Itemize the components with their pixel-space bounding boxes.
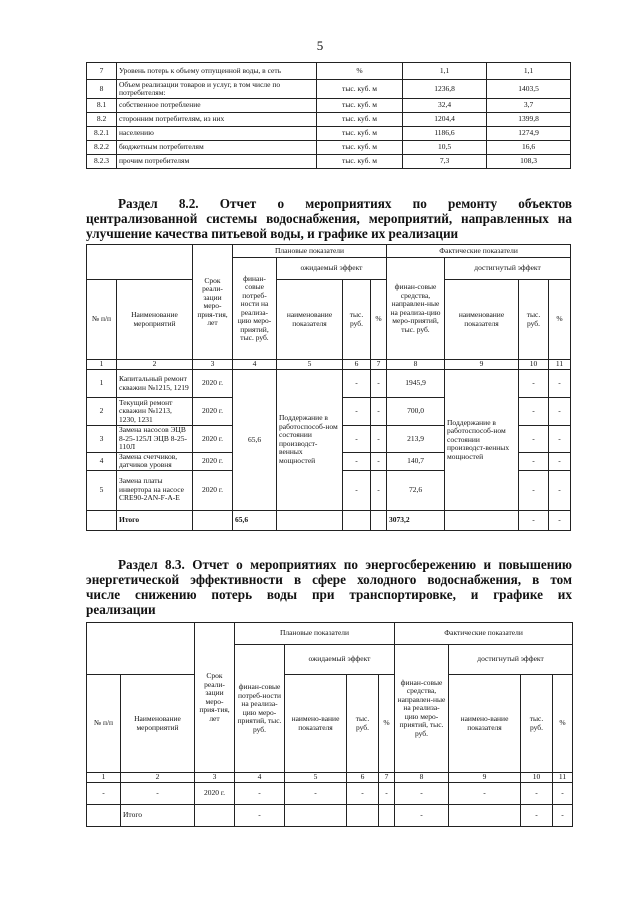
hdr3-pct-fact: % bbox=[553, 675, 573, 773]
row-fact-fin: 140,7 bbox=[387, 452, 445, 470]
row-value-2: 3,7 bbox=[487, 99, 571, 113]
row-value-1: 1236,8 bbox=[403, 80, 487, 99]
table-row: 5 Замена платы инвертора на насосе CRE90-2AN-F-A-E 2020 г. - - 72,6 - - bbox=[87, 470, 571, 510]
row-unit: тыс. куб. м bbox=[317, 127, 403, 141]
hdr-num: № п/п bbox=[87, 280, 117, 360]
column-number: 9 bbox=[445, 360, 519, 370]
hdr3-achieved: достигнутый эффект bbox=[449, 645, 573, 675]
column-number: 8 bbox=[387, 360, 445, 370]
hdr-name: Наименование мероприятий bbox=[117, 280, 193, 360]
column-number: 1 bbox=[87, 360, 117, 370]
row-number: 8 bbox=[87, 80, 117, 99]
column-number: 5 bbox=[277, 360, 343, 370]
row-number: 8.2.3 bbox=[87, 155, 117, 169]
hdr-pct-fact: % bbox=[549, 280, 571, 360]
row-name: Замена счетчиков, датчиков уровня bbox=[117, 452, 193, 470]
row-name: Замена платы инвертора на насосе CRE90-2AN-F-A-E bbox=[117, 470, 193, 510]
row-number: 8.2 bbox=[87, 113, 117, 127]
row-value-1: 10,5 bbox=[403, 141, 487, 155]
plan-effect: Поддержание в работоспособ-ном состоянии производст-венных мощностей bbox=[277, 370, 343, 511]
table-row bbox=[87, 99, 571, 113]
column-number: 4 bbox=[233, 360, 277, 370]
repair-measures-table: Срок реали-зации меро-прия-тия, лет Плановые показатели Фактические показатели финан-совые потреб-ности на реализа-цию меро-приятий, тыс. руб. ожидаемый эффект финан-совые средства, направлен-ные на реализа-цию меро-приятий, тыс. руб. достигнутый эффект № п/п Наименование мероприятий наименование показателя тыс. руб. % наименование показателя тыс. руб. % 1 2 3 4 5 6 7 8 9 10 11 1 Капитальный ремонт скважин №1215, 1219 2020 г. 65,6 Поддержание в работоспособ-ном состоянии производст-венных мощностей - - 1945,9 Поддержание в работоспособ-ном состоянии производст-венных мощностей - - 2 Текущий ремонт скважин №1213, 1230, 1231 2020 г. - - 700,0 - - 3 Замена насосов ЭЦВ 8-25-125Л ЭЦВ 8-25-110Л 2020 г. - - 213,9 - - 4 Замена счетчиков, датчиков уровня 2020 г. - - 140,7 - - 5 Замена платы инвертора на насосе CRE90-2AN-F-A-E 2020 г. - - 72,6 - - Итого 65,6 3073,2 - - bbox=[86, 244, 571, 531]
hdr-pct: % bbox=[371, 280, 387, 360]
row-fact-fin: 1945,9 bbox=[387, 370, 445, 398]
column-number: 2 bbox=[117, 360, 193, 370]
hdr-ind-name-fact: наименование показателя bbox=[445, 280, 519, 360]
hdr3-plan: Плановые показатели bbox=[235, 623, 395, 645]
row-number: 8.1 bbox=[87, 99, 117, 113]
plan-fin: 65,6 bbox=[233, 370, 277, 511]
row-unit: тыс. куб. м bbox=[317, 155, 403, 169]
column-numbers-row-3 bbox=[87, 773, 573, 783]
row-number: 2 bbox=[87, 398, 117, 426]
column-number: 5 bbox=[285, 773, 347, 783]
hdr3-rub: тыс. руб. bbox=[347, 675, 379, 773]
row-name: собственное потребление bbox=[117, 99, 317, 113]
losses-table bbox=[86, 62, 571, 169]
row-value-1: 32,4 bbox=[403, 99, 487, 113]
hdr-achieved: достигнутый эффект bbox=[445, 258, 571, 280]
row-name: Объем реализации товаров и услуг, в том числе по потребителям: bbox=[117, 80, 317, 99]
row-name: Текущий ремонт скважин №1213, 1230, 1231 bbox=[117, 398, 193, 426]
hdr-plan: Плановые показатели bbox=[233, 245, 387, 258]
column-number: 9 bbox=[449, 773, 521, 783]
column-number: 3 bbox=[193, 360, 233, 370]
hdr-fact: Фактические показатели bbox=[387, 245, 571, 258]
row-value-2: 108,3 bbox=[487, 155, 571, 169]
row-value-2: 1403,5 bbox=[487, 80, 571, 99]
hdr3-fact: Фактические показатели bbox=[395, 623, 573, 645]
row-term: 2020 г. bbox=[193, 426, 233, 453]
total-blank bbox=[87, 510, 117, 530]
row-term: 2020 г. bbox=[193, 370, 233, 398]
row-name: Уровень потерь к объему отпущенной воды, в сеть bbox=[117, 63, 317, 80]
fact-effect: Поддержание в работоспособ-ном состоянии производст-венных мощностей bbox=[445, 370, 519, 511]
row-unit: тыс. куб. м bbox=[317, 141, 403, 155]
column-number: 4 bbox=[235, 773, 285, 783]
row-unit: % bbox=[317, 63, 403, 80]
t3-total-label: Итого bbox=[121, 805, 195, 827]
row-value-2: 1,1 bbox=[487, 63, 571, 80]
total-label: Итого bbox=[117, 510, 193, 530]
table-row bbox=[87, 80, 571, 99]
row-unit: тыс. куб. м bbox=[317, 99, 403, 113]
column-number: 3 bbox=[195, 773, 235, 783]
row-value-2: 1274,9 bbox=[487, 127, 571, 141]
section-8-2-heading: Раздел 8.2. Отчет о мероприятиях по ремонту объектов централизованной системы водоснабжения, мероприятий, направленных на улучшение качества питьевой воды, и графике их реализации bbox=[86, 196, 572, 241]
row-name: сторонним потребителям, из них bbox=[117, 113, 317, 127]
column-number: 10 bbox=[519, 360, 549, 370]
row-fact-fin: 213,9 bbox=[387, 426, 445, 453]
hdr-ind-name: наименование показателя bbox=[277, 280, 343, 360]
row-unit: тыс. куб. м bbox=[317, 113, 403, 127]
row-value-1: 1,1 bbox=[403, 63, 487, 80]
hdr-fin-plan: финан-совые потреб-ности на реализа-цию меро-приятий, тыс. руб. bbox=[233, 258, 277, 360]
hdr-rub-fact: тыс. руб. bbox=[519, 280, 549, 360]
hdr3-ind-name-fact: наимено-вание показателя bbox=[449, 675, 521, 773]
row-value-1: 1204,4 bbox=[403, 113, 487, 127]
hdr3-pct: % bbox=[379, 675, 395, 773]
total-row: Итого - - - - bbox=[87, 805, 573, 827]
hdr-num-name bbox=[87, 245, 193, 280]
table-row bbox=[87, 127, 571, 141]
row-number: 1 bbox=[87, 370, 117, 398]
row-fact-fin: 700,0 bbox=[387, 398, 445, 426]
table-row bbox=[87, 113, 571, 127]
row-term: 2020 г. bbox=[193, 452, 233, 470]
table-row: 4 Замена счетчиков, датчиков уровня 2020 г. - - 140,7 - - bbox=[87, 452, 571, 470]
row-value-1: 1186,6 bbox=[403, 127, 487, 141]
table-row: - - 2020 г. - - - - - - - - bbox=[87, 783, 573, 805]
table-row: 2 Текущий ремонт скважин №1213, 1230, 1231 2020 г. - - 700,0 - - bbox=[87, 398, 571, 426]
hdr3-rub-fact: тыс. руб. bbox=[521, 675, 553, 773]
table-row: 3 Замена насосов ЭЦВ 8-25-125Л ЭЦВ 8-25-110Л 2020 г. - - 213,9 - - bbox=[87, 426, 571, 453]
hdr3-term: Срок реали-зации меро-прия-тия, лет bbox=[195, 623, 235, 773]
row-number: 5 bbox=[87, 470, 117, 510]
hdr3-name: Наименование мероприятий bbox=[121, 675, 195, 773]
page-number: 5 bbox=[316, 38, 324, 53]
hdr3-fin-plan: финан-совые потреб-ности на реализа-цию меро-приятий, тыс. руб. bbox=[235, 645, 285, 773]
row-name: населению bbox=[117, 127, 317, 141]
table-row: 1 Капитальный ремонт скважин №1215, 1219 2020 г. 65,6 Поддержание в работоспособ-ном состоянии производст-венных мощностей - - 1945,9 Поддержание в работоспособ-ном состоянии производст-венных мощностей - - bbox=[87, 370, 571, 398]
hdr-term: Срок реали-зации меро-прия-тия, лет bbox=[193, 245, 233, 360]
column-numbers-row bbox=[87, 360, 571, 370]
column-number: 11 bbox=[549, 360, 571, 370]
row-term: 2020 г. bbox=[193, 470, 233, 510]
hdr3-fin-fact: финан-совые средства, направлен-ные на реализа-цию меро-приятий, тыс. руб. bbox=[395, 645, 449, 773]
row-value-2: 16,6 bbox=[487, 141, 571, 155]
column-number: 8 bbox=[395, 773, 449, 783]
row-value-2: 1399,8 bbox=[487, 113, 571, 127]
hdr-rub: тыс. руб. bbox=[343, 280, 371, 360]
column-number: 7 bbox=[379, 773, 395, 783]
hdr3-expected: ожидаемый эффект bbox=[285, 645, 395, 675]
hdr-fin-fact: финан-совые средства, направлен-ные на реализа-цию меро-приятий, тыс. руб. bbox=[387, 258, 445, 360]
column-number: 6 bbox=[347, 773, 379, 783]
column-number: 11 bbox=[553, 773, 573, 783]
section-8-3-heading: Раздел 8.3. Отчет о мероприятиях по энергосбережению и повышению энергетической эффективности в сфере холодного водоснабжения, в том числе снижению потерь воды при транспортировке, и графике их реализации bbox=[86, 557, 572, 617]
column-number: 2 bbox=[121, 773, 195, 783]
hdr-expected: ожидаемый эффект bbox=[277, 258, 387, 280]
row-number: 4 bbox=[87, 452, 117, 470]
hdr3-ind-name: наимено-вание показателя bbox=[285, 675, 347, 773]
total-fact: 3073,2 bbox=[387, 510, 445, 530]
column-number: 10 bbox=[521, 773, 553, 783]
column-number: 1 bbox=[87, 773, 121, 783]
row-name: Замена насосов ЭЦВ 8-25-125Л ЭЦВ 8-25-110Л bbox=[117, 426, 193, 453]
row-number: 3 bbox=[87, 426, 117, 453]
row-fact-fin: 72,6 bbox=[387, 470, 445, 510]
hdr3-num: № п/п bbox=[87, 675, 121, 773]
row-term: 2020 г. bbox=[193, 398, 233, 426]
row-name: бюджетным потребителям bbox=[117, 141, 317, 155]
row-name: Капитальный ремонт скважин №1215, 1219 bbox=[117, 370, 193, 398]
table-row bbox=[87, 155, 571, 169]
energy-measures-table bbox=[86, 622, 573, 827]
column-number: 7 bbox=[371, 360, 387, 370]
row-name: прочим потребителям bbox=[117, 155, 317, 169]
row-value-1: 7,3 bbox=[403, 155, 487, 169]
table-row bbox=[87, 141, 571, 155]
row-number: 8.2.2 bbox=[87, 141, 117, 155]
column-number: 6 bbox=[343, 360, 371, 370]
row-number: 7 bbox=[87, 63, 117, 80]
row-unit: тыс. куб. м bbox=[317, 80, 403, 99]
row-number: 8.2.1 bbox=[87, 127, 117, 141]
total-plan: 65,6 bbox=[233, 510, 277, 530]
table-row bbox=[87, 63, 571, 80]
